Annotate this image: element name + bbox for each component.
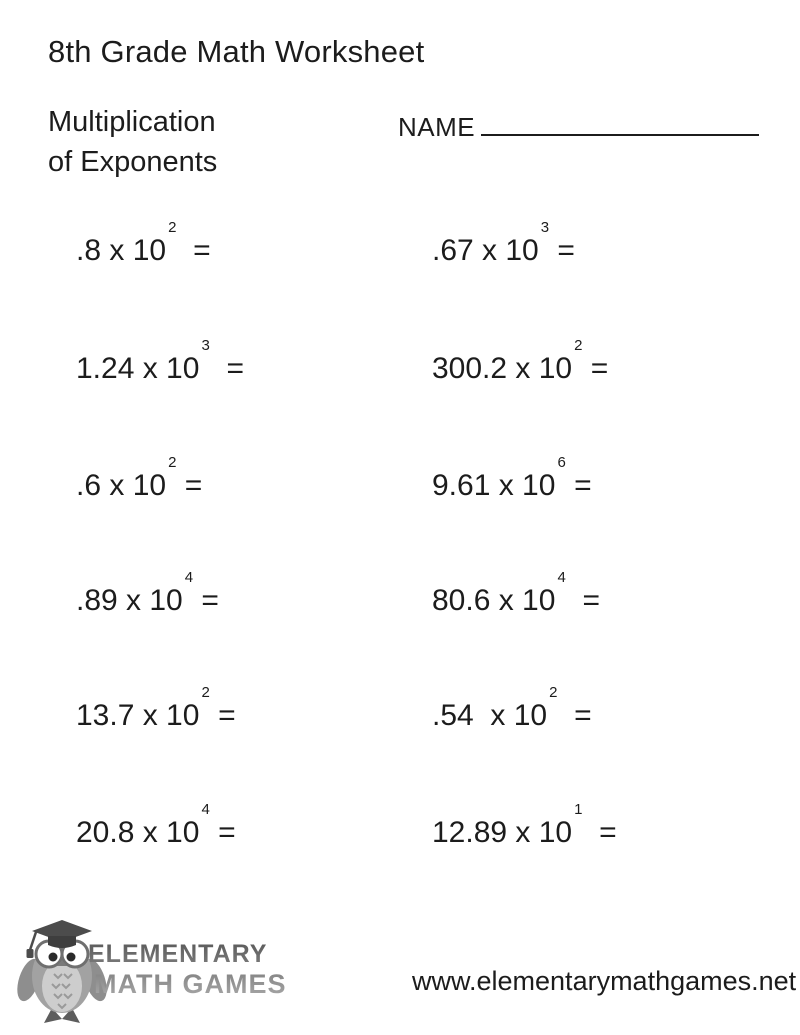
logo-line-1: ELEMENTARY [88, 940, 268, 968]
problem-4 [432, 337, 609, 386]
exponent: 1 [574, 801, 583, 818]
exponent: 4 [557, 569, 566, 586]
problem-expression: 300.2 x 10 [432, 352, 573, 385]
exponent: 6 [557, 454, 566, 471]
problem-expression: 12.89 x 10 [432, 816, 573, 849]
equals-sign: = [557, 699, 592, 732]
exponent: 3 [201, 337, 210, 354]
problem-expression: .54 x 10 [432, 699, 548, 732]
exponent: 2 [201, 684, 210, 701]
problem-5 [76, 454, 203, 503]
problem-expression: .89 x 10 [76, 584, 183, 617]
name-label: NAME [398, 112, 476, 142]
problem-expression: 1.24 x 10 [76, 352, 200, 385]
problem-9 [76, 684, 236, 733]
problem-row [0, 684, 800, 739]
problem-expression: 20.8 x 10 [76, 816, 200, 849]
problem-row [0, 337, 800, 392]
exponent: 4 [201, 801, 210, 818]
problem-row [0, 569, 800, 624]
logo-wordmark [88, 942, 287, 998]
problem-row [0, 219, 800, 274]
problem-8 [432, 569, 600, 618]
equals-sign: = [549, 234, 575, 267]
problem-6 [432, 454, 592, 503]
problem-10 [432, 684, 592, 733]
equals-sign: = [582, 352, 609, 385]
exponent: 4 [184, 569, 194, 586]
problem-expression: 80.6 x 10 [432, 584, 556, 617]
problem-expression: 13.7 x 10 [76, 699, 200, 732]
equals-sign: = [565, 584, 600, 617]
problem-2 [432, 219, 575, 268]
problem-7 [76, 569, 219, 618]
equals-sign: = [582, 816, 617, 849]
name-blank-line [481, 110, 759, 136]
exponent: 2 [574, 337, 583, 354]
problem-12 [432, 801, 617, 850]
equals-sign: = [176, 234, 211, 267]
equals-sign: = [193, 584, 219, 617]
exponent: 2 [168, 219, 177, 236]
worksheet-topic [48, 102, 217, 182]
problem-row [0, 454, 800, 509]
problem-11 [76, 801, 236, 850]
website-url: www.elementarymathgames.net [412, 966, 797, 996]
equals-sign: = [565, 469, 592, 502]
exponent: 3 [540, 219, 550, 236]
problem-expression: .8 x 10 [76, 234, 167, 267]
equals-sign: = [209, 816, 236, 849]
problem-3 [76, 337, 244, 386]
logo-line-2: MATH GAMES [94, 969, 287, 999]
equals-sign: = [209, 352, 244, 385]
problem-1 [76, 219, 211, 268]
name-field-block [398, 110, 759, 143]
problem-expression: .67 x 10 [432, 234, 539, 267]
problem-expression: 9.61 x 10 [432, 469, 556, 502]
topic-line-1: Multiplication [48, 106, 216, 138]
equals-sign: = [176, 469, 203, 502]
equals-sign: = [209, 699, 236, 732]
exponent: 2 [168, 454, 177, 471]
problem-row [0, 801, 800, 856]
topic-line-2: of Exponents [48, 146, 218, 178]
problem-expression: .6 x 10 [76, 469, 167, 502]
exponent: 2 [549, 684, 558, 701]
page-title: 8th Grade Math Worksheet [48, 34, 425, 69]
